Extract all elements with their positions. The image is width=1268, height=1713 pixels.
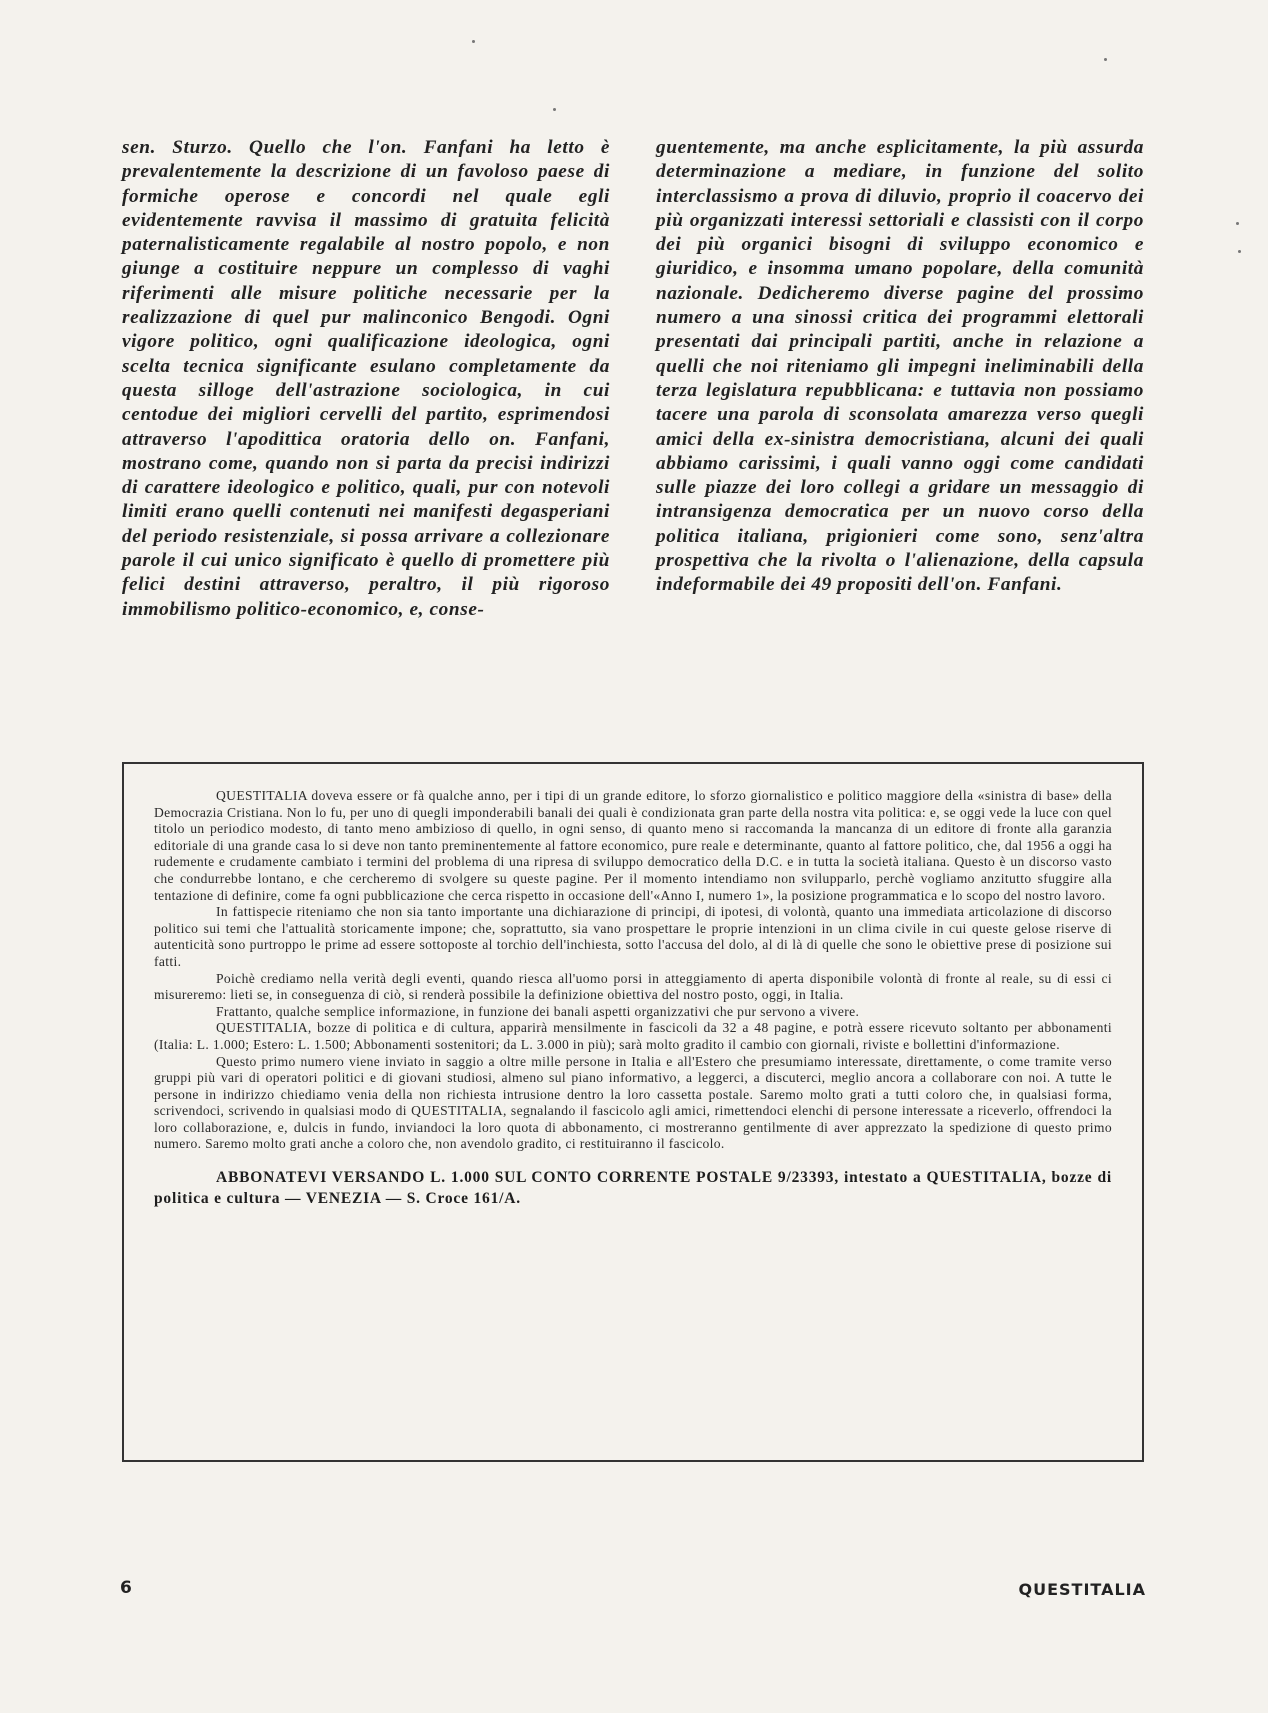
column-right-text: guentemente, ma anche esplicitamente, la più assurda determinazione a mediare, in funzione del solito interclassismo a prova di diluvio, proprio il coacervo dei più organizzati interessi settoriali e classisti con il corpo dei più organici bisogni di sviluppo economico e giuridico, e insomma umano popolare, della comunità nazionale. Dedicheremo diverse pagine del prossimo numero a una sinossi critica dei programmi elettorali presentati dai principali partiti, anche in relazione a quelli che noi riteniamo gli impegni ineliminabili della terza legislatura repubblicana: e tuttavia non possiamo tacere una parola di sconsolata amarezza verso quegli amici della ex-sinistra democristiana, alcuni dei quali abbiamo carissimi, i quali vanno oggi come candidati sulle piazze dei loro collegi a gridare un messaggio di intransigenza democratica per un nuovo corso della politica italiana, prigionieri come sono, senz'altra prospettiva che la rivolta o l'alienazione, della capsula indeformabile dei 49 propositi dell'on. Fanfani.: [656, 137, 1144, 596]
subscription-notice: ABBONATEVI VERSANDO L. 1.000 SUL CONTO CORRENTE POSTALE 9/23393, intestato a QUESTITALIA, bozze di politica e cultura — VENEZIA — S. Croce 161/A.: [154, 1169, 1112, 1208]
editorial-notice-box: [122, 762, 1144, 1462]
page-number: 6: [120, 1578, 132, 1598]
article-column-right: [656, 136, 1144, 736]
magazine-title: QUESTITALIA: [1018, 1580, 1146, 1599]
notice-paragraph: Poichè crediamo nella verità degli eventi, quando riesca all'uomo porsi in atteggiamento di aperta disponibile volontà di fronte al reale, su di essi ci misureremo: lieti se, in conseguenza di ciò, si renderà possibile la definizione obiettiva del nostro posto, oggi, in Italia.: [154, 970, 1112, 1003]
notice-paragraph: In fattispecie riteniamo che non sia tanto importante una dichiarazione di principi, di ipotesi, di volontà, quanto una immediata articolazione di discorso politico sui temi che l'attualità storicamente impone; che, soprattutto, sia vano prospettare le proprie intenzioni in un clima civile in cui queste gelose riserve di autenticità sono purtroppo le prime ad essere sottoposte al torchio dell'inchiesta, sotto l'accusa del dolo, al di là di quelle che sono le obiettive prese di posizione sui fatti.: [154, 904, 1112, 969]
article-columns: [122, 136, 1144, 736]
print-speck: [1238, 250, 1241, 253]
print-speck: [1104, 58, 1107, 61]
article-column-left: [122, 136, 610, 736]
column-left-text: sen. Sturzo. Quello che l'on. Fanfani ha letto è prevalentemente la descrizione di un favoloso paese di formiche operose e concordi nel quale egli evidentemente ravvisa il massimo di gratuita felicità paternalisticamente regalabile al nostro popolo, e non giunge a costituire neppure un complesso di vaghi riferimenti alle misure politiche necessarie per la realizzazione di quel pur malinconico Bengodi. Ogni vigore politico, ogni qualificazione ideologica, ogni scelta tecnica significante esulano completamente da questa silloge dell'astrazione sociologica, in cui centodue dei migliori cervelli del partito, esprimendosi attraverso l'apodittica oratoria dello on. Fanfani, mostrano come, quando non si parta da precisi indirizzi di carattere ideologico e politico, quali, pur con notevoli limiti erano quelli contenuti nei manifesti degasperiani del periodo resistenziale, si possa arrivare a collezionare parole il cui unico significato è quello di promettere più felici destini attraverso, peraltro, il più rigoroso immobilismo politico-economico, e, conse-: [122, 137, 610, 620]
notice-paragraph: Frattanto, qualche semplice informazione, in funzione dei banali aspetti organizzativi che pur servono a vivere.: [216, 1003, 860, 1019]
notice-paragraph: QUESTITALIA doveva essere or fà qualche anno, per i tipi di un grande editore, lo sforzo giornalistico e politico maggiore della «sinistra di base» della Democrazia Cristiana. Non lo fu, per uno di quegli imponderabili banali dei quali è condizionata gran parte della nostra vita politica: e, se oggi vede la luce con quel titolo un periodico modesto, di tanto meno ambizioso di quello, in ogni senso, di quanto meno si raccomanda la mancanza di un editore di fronte alla garanzia editoriale di una grande casa lo si deve non tanto preminentemente al fattore economico, pure reale e determinante, quanto al fattore politico, che, dal 1956 a oggi ha rudemente e crudamente cambiato i termini del problema di una ripresa di sviluppo democratico della D.C. e in tutta la società italiana. Questo è un discorso vasto che condurrebbe lontano, e che cercheremo di svolgere su queste pagine. Per il momento intendiamo non svilupparlo, perchè vogliamo anzitutto sfuggire alla tentazione di definire, come fa ogni pubblicazione che cerca rispetto in occasione dell'«Anno I, numero 1», la posizione programmatica e lo scopo del nostro lavoro.: [154, 788, 1112, 903]
print-speck: [472, 40, 475, 43]
notice-paragraph: Questo primo numero viene inviato in saggio a oltre mille persone in Italia e all'Estero che presumiamo interessate, direttamente, o come tramite verso gruppi più vari di operatori politici e di giovani studiosi, almeno sul piano informativo, a leggerci, a discuterci, meglio ancora a collaborare con noi. A tutte le persone in indirizzo chiediamo venia della non richiesta intrusione dentro la loro cassetta postale. Saremo molto grati a tutti coloro che, in qualsiasi forma, scrivendoci, scrivendo in qualsiasi modo di QUESTITALIA, segnalando il fascicolo agli amici, rimettendoci elenchi di persone interessate a riceverlo, offrendoci la loro collaborazione, e, dulcis in fundo, inviandoci la loro quota di abbonamento, ci mostreranno gentilmente di aver apprezzato la spedizione di questo primo numero. Saremo molto grati anche a coloro che, non avendolo gradito, ci restituiranno il fascicolo.: [154, 1053, 1112, 1152]
notice-paragraph: QUESTITALIA, bozze di politica e di cultura, apparirà mensilmente in fascicoli da 32 a 48 pagine, e potrà essere ricevuto soltanto per abbonamenti (Italia: L. 1.000; Estero: L. 1.500; Abbonamenti sostenitori; da L. 3.000 in più); sarà molto gradito il cambio con giornali, riviste e bollettini d'informazione.: [154, 1020, 1112, 1052]
print-speck: [553, 108, 556, 111]
print-speck: [1236, 222, 1239, 225]
